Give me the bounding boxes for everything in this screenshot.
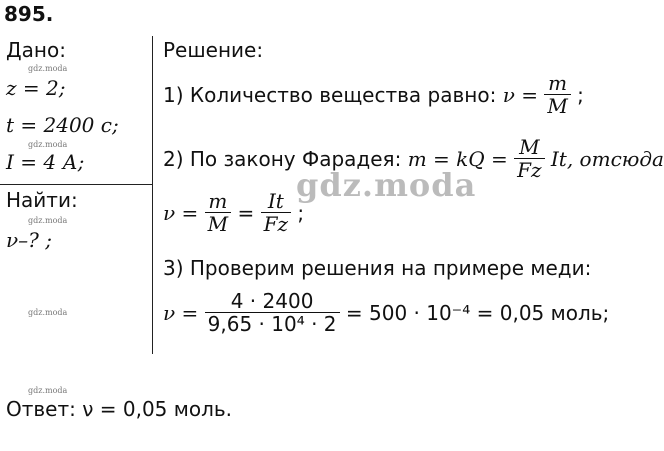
find-line: ν–? ; [6, 228, 52, 252]
step2-tail: It, отсюда [550, 146, 664, 171]
fraction-numerator: 4 · 2400 [230, 289, 314, 313]
step2-lhs: m = kQ = [407, 146, 508, 171]
step1-text: 1) Количество вещества равно: [163, 82, 497, 107]
step2-text: 2) По закону Фарадея: [163, 146, 402, 171]
watermark-small: gdz.moda [28, 386, 68, 395]
divider-vertical [152, 36, 153, 354]
solution-step-1 [163, 72, 584, 117]
step2b-fraction-1 [205, 190, 231, 235]
step2b-lhs: ν = [163, 200, 199, 225]
watermark-small: gdz.moda [28, 308, 68, 317]
step3b-tail: = 500 · 10⁻⁴ = 0,05 моль; [345, 300, 610, 325]
fraction-denominator: Fz [514, 158, 544, 181]
fraction-denominator: Fz [261, 212, 291, 235]
given-heading: Дано: [6, 38, 66, 62]
step1-lhs: ν = [502, 82, 538, 107]
solution-step-3b [163, 290, 609, 335]
find-heading: Найти: [6, 188, 78, 212]
step2b-tail: ; [297, 200, 305, 225]
fraction-numerator: m [548, 71, 568, 95]
watermark-small: gdz.moda [28, 64, 68, 73]
step3b-lhs: ν = [163, 300, 199, 325]
fraction-numerator: It [267, 189, 284, 213]
fraction-numerator: M [519, 135, 540, 159]
solution-step-3: 3) Проверим решения на примере меди: [163, 256, 592, 280]
step1-fraction [544, 72, 570, 117]
solution-step-2b [163, 190, 304, 235]
step1-tail: ; [577, 82, 584, 107]
step2-fraction [514, 136, 544, 181]
given-i: I = 4 А; [6, 150, 85, 174]
given-t: t = 2400 с; [6, 113, 119, 137]
watermark-small: gdz.moda [28, 140, 68, 149]
step2b-fraction-2 [261, 190, 291, 235]
watermark-large: gdz.moda [296, 166, 477, 204]
watermark-small: gdz.moda [28, 216, 68, 225]
fraction-numerator: m [208, 189, 228, 213]
solution-heading: Решение: [163, 38, 264, 62]
step3b-fraction [205, 290, 340, 335]
fraction-denominator: M [205, 212, 231, 235]
given-z: z = 2; [6, 76, 66, 100]
answer-line: Ответ: ν = 0,05 моль. [6, 397, 233, 421]
fraction-denominator: M [544, 94, 570, 117]
divider-given-find [0, 184, 152, 185]
step2b-equals: = [237, 200, 255, 225]
problem-number: 895. [4, 2, 54, 26]
fraction-denominator: 9,65 · 10⁴ · 2 [205, 312, 340, 335]
